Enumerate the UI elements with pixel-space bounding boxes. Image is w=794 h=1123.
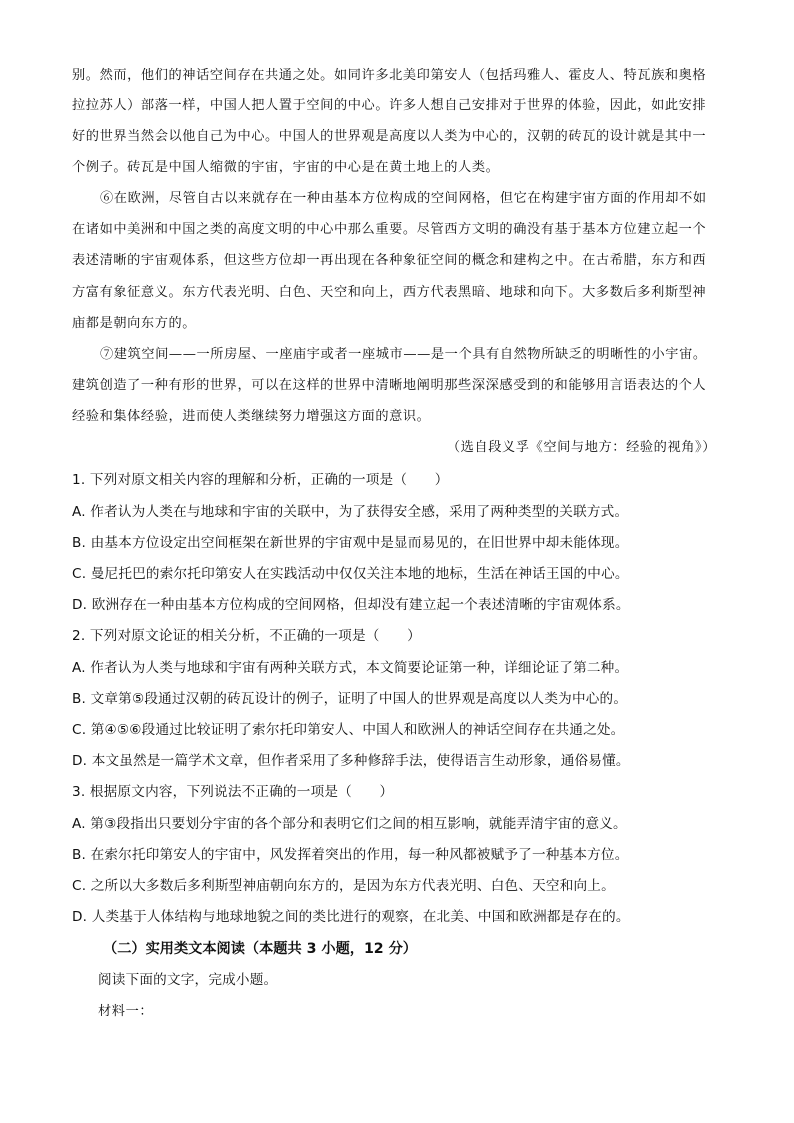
option-b: B. 文章第⑤段通过汉朝的砖瓦设计的例子，证明了中国人的世界观是高度以人类为中心的。 xyxy=(72,691,628,707)
option-d: D. 人类基于人体结构与地球地貌之间的类比进行的观察，在北美、中国和欧洲都是存在的。 xyxy=(72,909,630,925)
option-a: A. 作者认为人类与地球和宇宙有两种关联方式，本文简要论证第一种，详细论证了第二种。 xyxy=(72,660,629,676)
option-b: B. 由基本方位设定出空间框架在新世界的宇宙观中是显而易见的，在旧世界中却未能体现。 xyxy=(72,535,629,551)
passage-line: 在诸如中美洲和中国之类的高度文明的中心中那么重要。尽管西方文明的确没有基于基本方位建立起一个 xyxy=(72,222,707,237)
option-a: A. 第③段指出只要划分宇宙的各个部分和表明它们之间的相互影响，就能弄清宇宙的意义。 xyxy=(72,816,627,832)
passage-line: 表述清晰的宇宙观体系，但这些方位却一再出现在各种象征空间的概念和建构之中。在古希腊，东方和西 xyxy=(72,253,707,268)
option-d: D. 欧洲存在一种由基本方位构成的空间网格，但却没有建立起一个表述清晰的宇宙观体系。 xyxy=(72,597,630,613)
section-instruction: 阅读下面的文字，完成小题。 xyxy=(98,972,278,988)
source-citation: （选自段义孚《空间与地方：经验的视角》） xyxy=(446,440,716,455)
passage-line: 别。然而，他们的神话空间存在共通之处。如同许多北美印第安人（包括玛雅人、霍皮人、特瓦族和奥格 xyxy=(72,68,707,83)
option-c: C. 第④⑤⑥段通过比较证明了索尔托印第安人、中国人和欧洲人的神话空间存在共通之处。 xyxy=(72,722,625,738)
passage-line: 好的世界当然会以他自己为中心。中国人的世界观是高度以人类为中心的，汉朝的砖瓦的设计就是其中一 xyxy=(72,129,707,144)
passage-line: ⑦建筑空间——一所房屋、一座庙宇或者一座城市——是一个具有自然物所缺乏的明晰性的小宇宙。 xyxy=(100,347,707,362)
question-stem: 1. 下列对原文相关内容的理解和分析，正确的一项是（ ） xyxy=(72,472,449,488)
passage-line: ⑥在欧洲，尽管自古以来就存在一种由基本方位构成的空间网格，但它在构建宇宙方面的作用却不如 xyxy=(100,191,707,206)
passage-line: 庙都是朝向东方的。 xyxy=(72,316,197,331)
passage-line: 建筑创造了一种有形的世界，可以在这样的世界中清晰地阐明那些深深感受到的和能够用言语表达的个人 xyxy=(72,378,707,393)
option-b: B. 在索尔托印第安人的宇宙中，风发挥着突出的作用，每一种风都被赋予了一种基本方位。 xyxy=(72,847,629,863)
section-heading: （二）实用类文本阅读（本题共 3 小题，12 分） xyxy=(103,941,417,957)
material-label: 材料一： xyxy=(98,1004,154,1019)
passage-line: 方富有象征意义。东方代表光明、白色、天空和向上，西方代表黑暗、地球和向下。大多数后多利斯型神 xyxy=(72,285,707,300)
option-d: D. 本文虽然是一篇学术文章，但作者采用了多种修辞手法，使得语言生动形象，通俗易懂。 xyxy=(72,753,630,769)
passage-line: 经验和集体经验，进而使人类继续努力增强这方面的意识。 xyxy=(72,409,431,424)
option-a: A. 作者认为人类在与地球和宇宙的关联中，为了获得安全感，采用了两种类型的关联方式。 xyxy=(72,504,629,520)
question-stem: 3. 根据原文内容，下列说法不正确的一项是（ ） xyxy=(72,784,394,800)
option-c: C. 曼尼托巴的索尔托印第安人在实践活动中仅仅关注本地的地标，生活在神话王国的中心。 xyxy=(72,566,629,582)
passage-line: 拉拉苏人）部落一样，中国人把人置于空间的中心。许多人想自己安排对于世界的体验，因此，如此安排 xyxy=(72,98,707,113)
question-stem: 2. 下列对原文论证的相关分析，不正确的一项是（ ） xyxy=(72,628,421,644)
option-c: C. 之所以大多数后多利斯型神庙朝向东方的，是因为东方代表光明、白色、天空和向上。 xyxy=(72,878,615,894)
passage-line: 个例子。砖瓦是中国人缩微的宇宙，宇宙的中心是在黄土地上的人类。 xyxy=(72,160,500,175)
